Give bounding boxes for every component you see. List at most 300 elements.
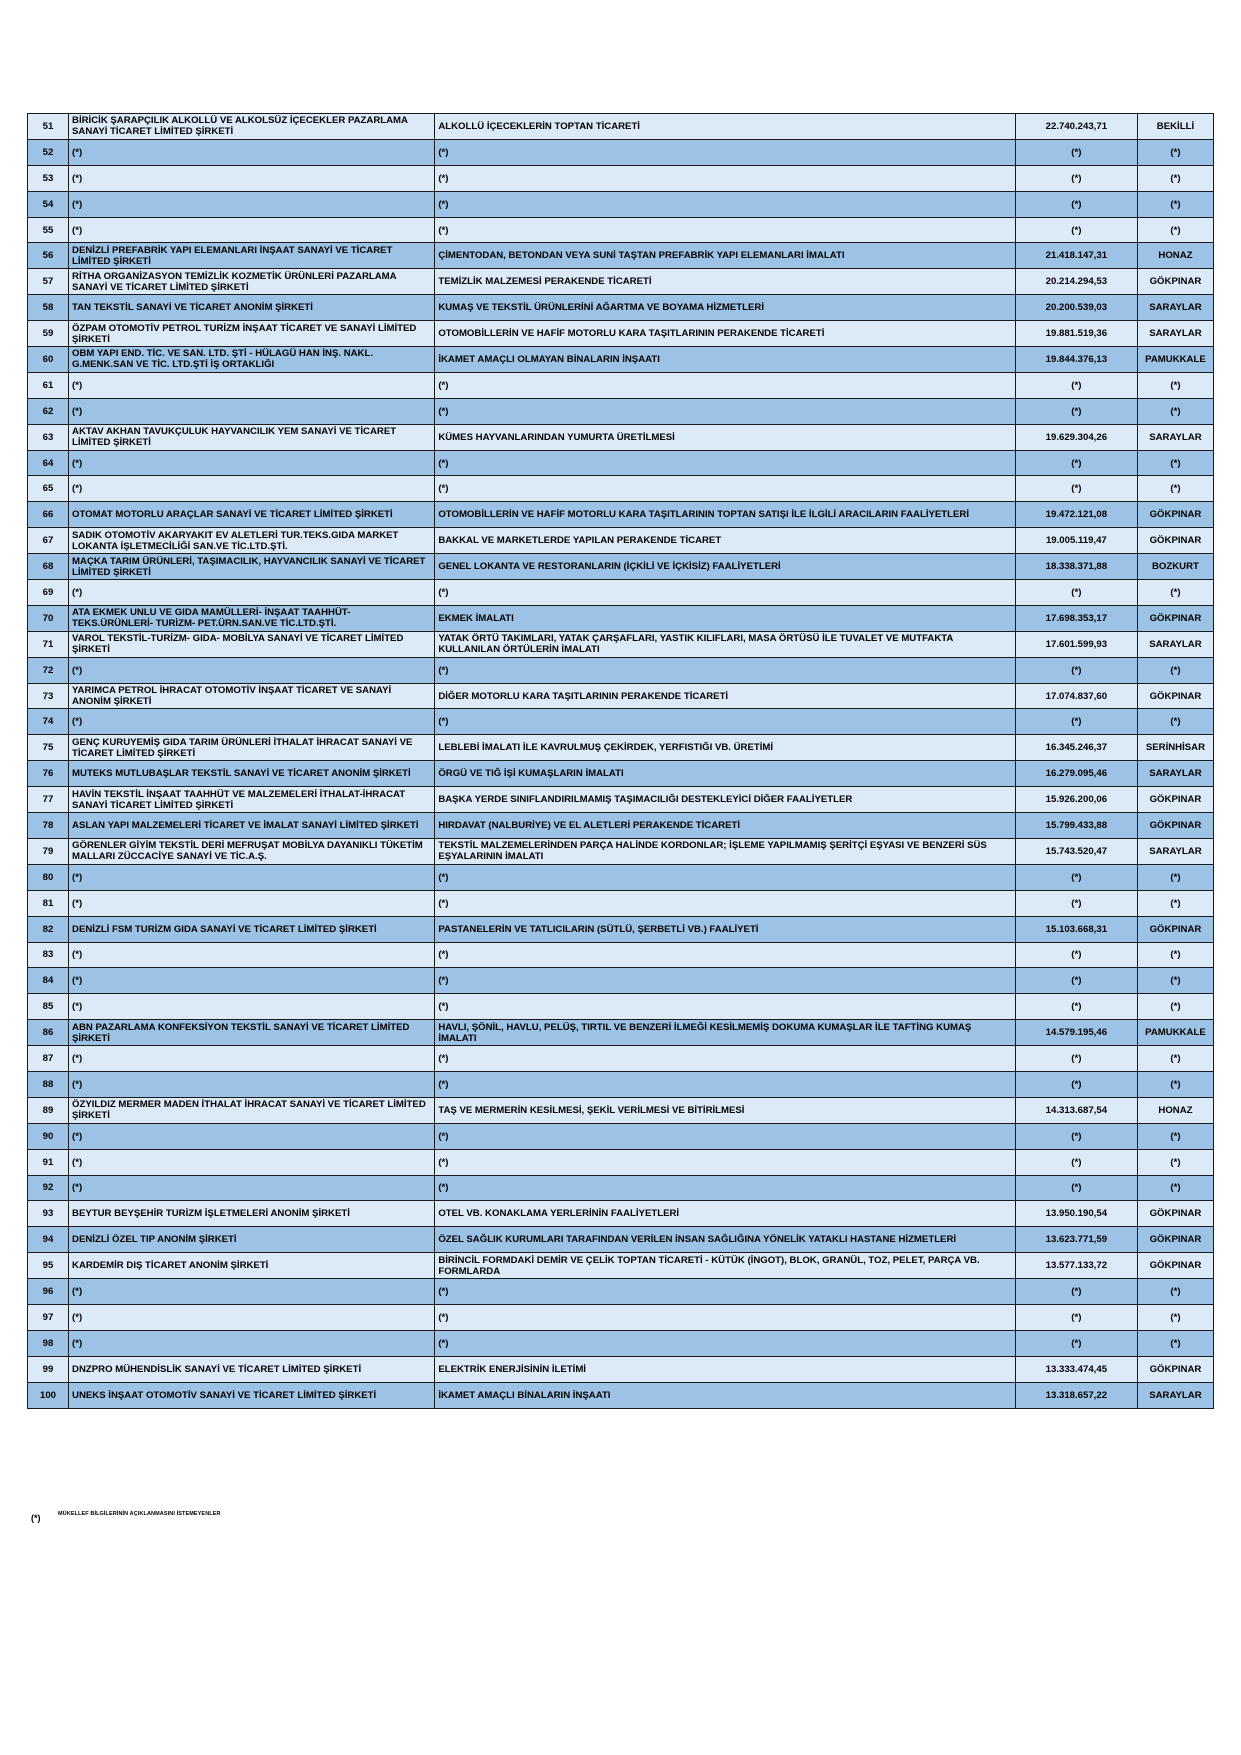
rank-cell: 69 <box>28 580 69 606</box>
revenue-cell: (*) <box>1015 191 1137 217</box>
table-row <box>28 1046 1214 1072</box>
activity-cell: ÖRGÜ VE TIĞ İŞİ KUMAŞLARIN İMALATI <box>435 761 1015 787</box>
district-cell: SARAYLAR <box>1137 321 1213 347</box>
table-row <box>28 1253 1214 1279</box>
table-row <box>28 1175 1214 1201</box>
company-name-cell: AKTAV AKHAN TAVUKÇULUK HAYVANCILIK YEM SANAYİ VE TİCARET LİMİTED ŞİRKETİ <box>69 424 435 450</box>
activity-cell: ALKOLLÜ İÇECEKLERİN TOPTAN TİCARETİ <box>435 114 1015 140</box>
table-row <box>28 916 1214 942</box>
table-row <box>28 139 1214 165</box>
rank-cell: 83 <box>28 942 69 968</box>
activity-cell: (*) <box>435 450 1015 476</box>
revenue-cell: 15.926.200,06 <box>1015 787 1137 813</box>
rank-cell: 96 <box>28 1279 69 1305</box>
activity-cell: HAVLI, ŞÖNİL, HAVLU, PELÜŞ, TIRTIL VE BENZERİ İLMEĞİ KESİLMEMİŞ DOKUMA KUMAŞLAR İLE TAFTİNG KUMAŞ İMALATI <box>435 1020 1015 1046</box>
company-name-cell: DENİZLİ PREFABRİK YAPI ELEMANLARI İNŞAAT SANAYİ VE TİCARET LİMİTED ŞİRKETİ <box>69 243 435 269</box>
revenue-cell: 15.743.520,47 <box>1015 838 1137 864</box>
activity-cell: İKAMET AMAÇLI OLMAYAN BİNALARIN İNŞAATI <box>435 347 1015 373</box>
company-name-cell: (*) <box>69 580 435 606</box>
company-name-cell: ÖZPAM OTOMOTİV PETROL TURİZM İNŞAAT TİCARET VE SANAYİ LİMİTED ŞİRKETİ <box>69 321 435 347</box>
revenue-cell: 19.005.119,47 <box>1015 528 1137 554</box>
company-name-cell: DENİZLİ FSM TURİZM GIDA SANAYİ VE TİCARET LİMİTED ŞİRKETİ <box>69 916 435 942</box>
rank-cell: 74 <box>28 709 69 735</box>
table-row <box>28 1227 1214 1253</box>
district-cell: GÖKPINAR <box>1137 269 1213 295</box>
activity-cell: KÜMES HAYVANLARINDAN YUMURTA ÜRETİLMESİ <box>435 424 1015 450</box>
district-cell: GÖKPINAR <box>1137 1356 1213 1382</box>
district-cell: (*) <box>1137 1279 1213 1305</box>
table-row <box>28 787 1214 813</box>
table-row <box>28 942 1214 968</box>
company-name-cell: BİRİCİK ŞARAPÇILIK ALKOLLÜ VE ALKOLSÜZ İÇECEKLER PAZARLAMA SANAYİ TİCARET LİMİTED ŞİRKETİ <box>69 114 435 140</box>
rank-cell: 77 <box>28 787 69 813</box>
rank-cell: 80 <box>28 864 69 890</box>
rank-cell: 79 <box>28 838 69 864</box>
revenue-cell: 19.629.304,26 <box>1015 424 1137 450</box>
district-cell: SARAYLAR <box>1137 838 1213 864</box>
company-name-cell: (*) <box>69 1330 435 1356</box>
district-cell: (*) <box>1137 864 1213 890</box>
revenue-cell: (*) <box>1015 942 1137 968</box>
table-row <box>28 114 1214 140</box>
company-name-cell: (*) <box>69 968 435 994</box>
table-row <box>28 165 1214 191</box>
company-name-cell: RİTHA ORGANİZASYON TEMİZLİK KOZMETİK ÜRÜNLERİ PAZARLAMA SANAYİ VE TİCARET LİMİTED ŞİRKETİ <box>69 269 435 295</box>
district-cell: (*) <box>1137 890 1213 916</box>
table-row <box>28 372 1214 398</box>
rank-cell: 56 <box>28 243 69 269</box>
district-cell: SARAYLAR <box>1137 295 1213 321</box>
company-name-cell: BEYTUR BEYŞEHİR TURİZM İŞLETMELERİ ANONİM ŞİRKETİ <box>69 1201 435 1227</box>
company-name-cell: (*) <box>69 1175 435 1201</box>
revenue-cell: (*) <box>1015 1330 1137 1356</box>
activity-cell: (*) <box>435 165 1015 191</box>
company-name-cell: KARDEMİR DIŞ TİCARET ANONİM ŞİRKETİ <box>69 1253 435 1279</box>
revenue-cell: (*) <box>1015 450 1137 476</box>
revenue-cell: (*) <box>1015 165 1137 191</box>
district-cell: SARAYLAR <box>1137 424 1213 450</box>
activity-cell: GENEL LOKANTA VE RESTORANLARIN (İÇKİLİ VE İÇKİSİZ) FAALİYETLERİ <box>435 554 1015 580</box>
district-cell: GÖKPINAR <box>1137 1201 1213 1227</box>
company-name-cell: (*) <box>69 709 435 735</box>
activity-cell: (*) <box>435 968 1015 994</box>
company-name-cell: VAROL TEKSTİL-TURİZM- GIDA- MOBİLYA SANAYİ VE TİCARET LİMİTED ŞİRKETİ <box>69 631 435 657</box>
activity-cell: (*) <box>435 1046 1015 1072</box>
activity-cell: (*) <box>435 191 1015 217</box>
company-name-cell: OTOMAT MOTORLU ARAÇLAR SANAYİ VE TİCARET LİMİTED ŞİRKETİ <box>69 502 435 528</box>
revenue-cell: (*) <box>1015 864 1137 890</box>
revenue-cell: 19.881.519,36 <box>1015 321 1137 347</box>
company-name-cell: (*) <box>69 657 435 683</box>
company-name-cell: (*) <box>69 1046 435 1072</box>
revenue-cell: (*) <box>1015 1279 1137 1305</box>
activity-cell: (*) <box>435 864 1015 890</box>
activity-cell: EKMEK İMALATI <box>435 605 1015 631</box>
company-name-cell: MAÇKA TARIM ÜRÜNLERİ, TAŞIMACILIK, HAYVANCILIK SANAYİ VE TİCARET LİMİTED ŞİRKETİ <box>69 554 435 580</box>
district-cell: SARAYLAR <box>1137 1382 1213 1408</box>
table-row <box>28 994 1214 1020</box>
district-cell: PAMUKKALE <box>1137 347 1213 373</box>
revenue-cell: 20.200.539,03 <box>1015 295 1137 321</box>
district-cell: (*) <box>1137 398 1213 424</box>
table-row <box>28 1097 1214 1123</box>
revenue-cell: (*) <box>1015 709 1137 735</box>
rank-cell: 51 <box>28 114 69 140</box>
company-name-cell: (*) <box>69 139 435 165</box>
company-name-cell: (*) <box>69 942 435 968</box>
company-name-cell: (*) <box>69 450 435 476</box>
activity-cell: (*) <box>435 1071 1015 1097</box>
company-name-cell: DENİZLİ ÖZEL TIP ANONİM ŞİRKETİ <box>69 1227 435 1253</box>
revenue-cell: (*) <box>1015 890 1137 916</box>
district-cell: (*) <box>1137 217 1213 243</box>
company-name-cell: YARIMCA PETROL İHRACAT OTOMOTİV İNŞAAT TİCARET VE SANAYİ ANONİM ŞİRKETİ <box>69 683 435 709</box>
company-name-cell: HAVİN TEKSTİL İNŞAAT TAAHHÜT VE MALZEMELERİ İTHALAT-İHRACAT SANAYİ TİCARET LİMİTED ŞİRKETİ <box>69 787 435 813</box>
table-row <box>28 269 1214 295</box>
activity-cell: ÖZEL SAĞLIK KURUMLARI TARAFINDAN VERİLEN İNSAN SAĞLIĞINA YÖNELİK YATAKLI HASTANE HİZMETLERİ <box>435 1227 1015 1253</box>
district-cell: (*) <box>1137 1149 1213 1175</box>
rank-cell: 89 <box>28 1097 69 1123</box>
revenue-cell: 13.950.190,54 <box>1015 1201 1137 1227</box>
table-row <box>28 554 1214 580</box>
company-name-cell: (*) <box>69 217 435 243</box>
activity-cell: PASTANELERİN VE TATLICILARIN (SÜTLÜ, ŞERBETLİ VB.) FAALİYETİ <box>435 916 1015 942</box>
rank-cell: 68 <box>28 554 69 580</box>
company-name-cell: (*) <box>69 165 435 191</box>
district-cell: GÖKPINAR <box>1137 502 1213 528</box>
revenue-cell: 19.844.376,13 <box>1015 347 1137 373</box>
table-row <box>28 243 1214 269</box>
rank-cell: 72 <box>28 657 69 683</box>
activity-cell: ÇİMENTODAN, BETONDAN VEYA SUNİ TAŞTAN PREFABRİK YAPI ELEMANLARI İMALATI <box>435 243 1015 269</box>
activity-cell: OTOMOBİLLERİN VE HAFİF MOTORLU KARA TAŞITLARININ PERAKENDE TİCARETİ <box>435 321 1015 347</box>
revenue-cell: (*) <box>1015 1071 1137 1097</box>
district-cell: (*) <box>1137 657 1213 683</box>
rank-cell: 94 <box>28 1227 69 1253</box>
revenue-cell: 16.279.095,46 <box>1015 761 1137 787</box>
table-row <box>28 295 1214 321</box>
table-row <box>28 1304 1214 1330</box>
activity-cell: LEBLEBİ İMALATI İLE KAVRULMUŞ ÇEKİRDEK, YERFISTIĞI VB. ÜRETİMİ <box>435 735 1015 761</box>
table-row <box>28 838 1214 864</box>
table-row <box>28 528 1214 554</box>
rank-cell: 67 <box>28 528 69 554</box>
activity-cell: (*) <box>435 217 1015 243</box>
rank-cell: 91 <box>28 1149 69 1175</box>
table-row <box>28 1382 1214 1408</box>
table-row <box>28 476 1214 502</box>
rank-cell: 52 <box>28 139 69 165</box>
revenue-cell: 18.338.371,88 <box>1015 554 1137 580</box>
activity-cell: İKAMET AMAÇLI BİNALARIN İNŞAATI <box>435 1382 1015 1408</box>
activity-cell: OTOMOBİLLERİN VE HAFİF MOTORLU KARA TAŞITLARININ TOPTAN SATIŞI İLE İLGİLİ ARACILARIN FAALİYETLERİ <box>435 502 1015 528</box>
district-cell: GÖKPINAR <box>1137 1253 1213 1279</box>
activity-cell: (*) <box>435 1123 1015 1149</box>
district-cell: GÖKPINAR <box>1137 528 1213 554</box>
revenue-cell: (*) <box>1015 398 1137 424</box>
district-cell: (*) <box>1137 450 1213 476</box>
table-row <box>28 657 1214 683</box>
rank-cell: 88 <box>28 1071 69 1097</box>
district-cell: GÖKPINAR <box>1137 787 1213 813</box>
table-row <box>28 735 1214 761</box>
activity-cell: DİĞER MOTORLU KARA TAŞITLARININ PERAKENDE TİCARETİ <box>435 683 1015 709</box>
company-name-cell: TAN TEKSTİL SANAYİ VE TİCARET ANONİM ŞİRKETİ <box>69 295 435 321</box>
revenue-cell: (*) <box>1015 1304 1137 1330</box>
rank-cell: 59 <box>28 321 69 347</box>
rank-cell: 73 <box>28 683 69 709</box>
district-cell: HONAZ <box>1137 243 1213 269</box>
revenue-cell: (*) <box>1015 1149 1137 1175</box>
company-name-cell: (*) <box>69 398 435 424</box>
district-cell: (*) <box>1137 1330 1213 1356</box>
revenue-cell: 20.214.294,53 <box>1015 269 1137 295</box>
rank-cell: 86 <box>28 1020 69 1046</box>
table-row <box>28 1279 1214 1305</box>
activity-cell: (*) <box>435 580 1015 606</box>
table-row <box>28 864 1214 890</box>
table-row <box>28 605 1214 631</box>
revenue-cell: 15.799.433,88 <box>1015 813 1137 839</box>
rank-cell: 70 <box>28 605 69 631</box>
company-name-cell: (*) <box>69 476 435 502</box>
rank-cell: 61 <box>28 372 69 398</box>
activity-cell: (*) <box>435 1149 1015 1175</box>
rank-cell: 78 <box>28 813 69 839</box>
activity-cell: TEKSTİL MALZEMELERİNDEN PARÇA HALİNDE KORDONLAR; İŞLEME YAPILMAMIŞ ŞERİTÇİ EŞYASI VE BENZERİ SÜS EŞYALARININ İMALATI <box>435 838 1015 864</box>
revenue-cell: 13.333.474,45 <box>1015 1356 1137 1382</box>
activity-cell: (*) <box>435 994 1015 1020</box>
revenue-cell: 16.345.246,37 <box>1015 735 1137 761</box>
district-cell: (*) <box>1137 994 1213 1020</box>
company-name-cell: ÖZYILDIZ MERMER MADEN İTHALAT İHRACAT SANAYİ VE TİCARET LİMİTED ŞİRKETİ <box>69 1097 435 1123</box>
district-cell: BEKİLLİ <box>1137 114 1213 140</box>
table-row <box>28 580 1214 606</box>
rank-cell: 65 <box>28 476 69 502</box>
activity-cell: YATAK ÖRTÜ TAKIMLARI, YATAK ÇARŞAFLARI, YASTIK KILIFLARI, MASA ÖRTÜSÜ İLE TUVALET VE MUTFAKTA KULLANILAN ÖRTÜLERİN İMALATI <box>435 631 1015 657</box>
district-cell: PAMUKKALE <box>1137 1020 1213 1046</box>
company-name-cell: (*) <box>69 890 435 916</box>
company-name-cell: GÖRENLER GİYİM TEKSTİL DERİ MEFRUŞAT MOBİLYA DAYANIKLI TÜKETİM MALLARI ZÜCCACİYE SANAYİ VE TİC.A.Ş. <box>69 838 435 864</box>
revenue-cell: (*) <box>1015 1175 1137 1201</box>
revenue-cell: (*) <box>1015 1046 1137 1072</box>
rank-cell: 93 <box>28 1201 69 1227</box>
company-name-cell: (*) <box>69 1279 435 1305</box>
table-row <box>28 761 1214 787</box>
revenue-cell: (*) <box>1015 476 1137 502</box>
revenue-cell: (*) <box>1015 139 1137 165</box>
footnote-mark: (*) <box>31 1513 41 1523</box>
district-cell: SARAYLAR <box>1137 761 1213 787</box>
company-name-cell: GENÇ KURUYEMİŞ GIDA TARIM ÜRÜNLERİ İTHALAT İHRACAT SANAYİ VE TİCARET LİMİTED ŞİRKETİ <box>69 735 435 761</box>
activity-cell: TEMİZLİK MALZEMESİ PERAKENDE TİCARETİ <box>435 269 1015 295</box>
company-name-cell: UNEKS İNŞAAT OTOMOTİV SANAYİ VE TİCARET LİMİTED ŞİRKETİ <box>69 1382 435 1408</box>
table-row <box>28 217 1214 243</box>
district-cell: SERİNHİSAR <box>1137 735 1213 761</box>
rank-cell: 85 <box>28 994 69 1020</box>
district-cell: (*) <box>1137 1071 1213 1097</box>
company-name-cell: (*) <box>69 864 435 890</box>
rank-cell: 87 <box>28 1046 69 1072</box>
table-row <box>28 890 1214 916</box>
table-row <box>28 1020 1214 1046</box>
district-cell: GÖKPINAR <box>1137 683 1213 709</box>
rank-cell: 62 <box>28 398 69 424</box>
company-name-cell: SADIK OTOMOTİV AKARYAKIT EV ALETLERİ TUR.TEKS.GIDA MARKET LOKANTA İŞLETMECİLİĞİ SAN.VE TİC.LTD.ŞTİ. <box>69 528 435 554</box>
rank-cell: 92 <box>28 1175 69 1201</box>
district-cell: (*) <box>1137 709 1213 735</box>
district-cell: (*) <box>1137 1046 1213 1072</box>
footnote-text: MÜKELLEF BİLGİLERİNİN AÇIKLANMASINI İSTEMEYENLER <box>58 1511 221 1517</box>
rank-cell: 71 <box>28 631 69 657</box>
rank-cell: 98 <box>28 1330 69 1356</box>
table-row <box>28 321 1214 347</box>
activity-cell: (*) <box>435 372 1015 398</box>
district-cell: (*) <box>1137 942 1213 968</box>
rank-cell: 95 <box>28 1253 69 1279</box>
company-name-cell: (*) <box>69 1071 435 1097</box>
district-cell: (*) <box>1137 165 1213 191</box>
rank-cell: 57 <box>28 269 69 295</box>
company-name-cell: (*) <box>69 1304 435 1330</box>
company-name-cell: (*) <box>69 191 435 217</box>
activity-cell: KUMAŞ VE TEKSTİL ÜRÜNLERİNİ AĞARTMA VE BOYAMA HİZMETLERİ <box>435 295 1015 321</box>
table-row <box>28 813 1214 839</box>
table-row <box>28 968 1214 994</box>
activity-cell: (*) <box>435 709 1015 735</box>
rank-cell: 75 <box>28 735 69 761</box>
rank-cell: 82 <box>28 916 69 942</box>
activity-cell: (*) <box>435 1304 1015 1330</box>
district-cell: (*) <box>1137 968 1213 994</box>
revenue-cell: 13.623.771,59 <box>1015 1227 1137 1253</box>
table-row <box>28 347 1214 373</box>
district-cell: (*) <box>1137 476 1213 502</box>
district-cell: (*) <box>1137 1123 1213 1149</box>
district-cell: GÖKPINAR <box>1137 813 1213 839</box>
company-name-cell: (*) <box>69 372 435 398</box>
district-cell: (*) <box>1137 372 1213 398</box>
rank-cell: 100 <box>28 1382 69 1408</box>
table-row <box>28 450 1214 476</box>
activity-cell: BAKKAL VE MARKETLERDE YAPILAN PERAKENDE TİCARET <box>435 528 1015 554</box>
revenue-cell: (*) <box>1015 372 1137 398</box>
activity-cell: (*) <box>435 1175 1015 1201</box>
district-cell: (*) <box>1137 1175 1213 1201</box>
rank-cell: 97 <box>28 1304 69 1330</box>
table-row <box>28 683 1214 709</box>
table-row <box>28 1201 1214 1227</box>
table-row <box>28 1356 1214 1382</box>
revenue-cell: 15.103.668,31 <box>1015 916 1137 942</box>
activity-cell: (*) <box>435 398 1015 424</box>
table-row <box>28 709 1214 735</box>
activity-cell: BİRİNCİL FORMDAKİ DEMİR VE ÇELİK TOPTAN TİCARETİ - KÜTÜK (İNGOT), BLOK, GRANÜL, TOZ, PELET, PARÇA VB. FORMLARDA <box>435 1253 1015 1279</box>
revenue-cell: 17.698.353,17 <box>1015 605 1137 631</box>
rank-cell: 53 <box>28 165 69 191</box>
revenue-cell: 17.601.599,93 <box>1015 631 1137 657</box>
revenue-cell: 17.074.837,60 <box>1015 683 1137 709</box>
table-row <box>28 424 1214 450</box>
taxpayer-ranking-table <box>27 113 1214 1409</box>
revenue-cell: 14.579.195,46 <box>1015 1020 1137 1046</box>
activity-cell: (*) <box>435 942 1015 968</box>
rank-cell: 54 <box>28 191 69 217</box>
table-row <box>28 1123 1214 1149</box>
district-cell: SARAYLAR <box>1137 631 1213 657</box>
activity-cell: (*) <box>435 657 1015 683</box>
rank-cell: 55 <box>28 217 69 243</box>
rank-cell: 58 <box>28 295 69 321</box>
district-cell: GÖKPINAR <box>1137 1227 1213 1253</box>
company-name-cell: MUTEKS MUTLUBAŞLAR TEKSTİL SANAYİ VE TİCARET ANONİM ŞİRKETİ <box>69 761 435 787</box>
activity-cell: (*) <box>435 139 1015 165</box>
table-row <box>28 1071 1214 1097</box>
company-name-cell: ATA EKMEK UNLU VE GIDA MAMÜLLERİ- İNŞAAT TAAHHÜT- TEKS.ÜRÜNLERİ- TURİZM- PET.ÜRN.SAN.VE TİC.LTD.ŞTİ. <box>69 605 435 631</box>
district-cell: (*) <box>1137 191 1213 217</box>
table-row <box>28 398 1214 424</box>
revenue-cell: 22.740.243,71 <box>1015 114 1137 140</box>
company-name-cell: DNZPRO MÜHENDİSLİK SANAYİ VE TİCARET LİMİTED ŞİRKETİ <box>69 1356 435 1382</box>
table-row <box>28 1330 1214 1356</box>
activity-cell: ELEKTRİK ENERJİSİNİN İLETİMİ <box>435 1356 1015 1382</box>
table-row <box>28 1149 1214 1175</box>
district-cell: HONAZ <box>1137 1097 1213 1123</box>
table-row <box>28 502 1214 528</box>
district-cell: (*) <box>1137 1304 1213 1330</box>
company-name-cell: (*) <box>69 1149 435 1175</box>
table-row <box>28 191 1214 217</box>
revenue-cell: (*) <box>1015 657 1137 683</box>
revenue-cell: (*) <box>1015 580 1137 606</box>
activity-cell: OTEL VB. KONAKLAMA YERLERİNİN FAALİYETLERİ <box>435 1201 1015 1227</box>
rank-cell: 99 <box>28 1356 69 1382</box>
table-row <box>28 631 1214 657</box>
activity-cell: HIRDAVAT (NALBURİYE) VE EL ALETLERİ PERAKENDE TİCARETİ <box>435 813 1015 839</box>
company-name-cell: OBM YAPI END. TİC. VE SAN. LTD. ŞTİ - HÜLAGÜ HAN İNŞ. NAKL. G.MENK.SAN VE TİC. LTD.ŞTİ İŞ ORTAKLIĞI <box>69 347 435 373</box>
activity-cell: (*) <box>435 476 1015 502</box>
revenue-cell: (*) <box>1015 217 1137 243</box>
rank-cell: 90 <box>28 1123 69 1149</box>
revenue-cell: (*) <box>1015 1123 1137 1149</box>
revenue-cell: 19.472.121,08 <box>1015 502 1137 528</box>
activity-cell: (*) <box>435 890 1015 916</box>
district-cell: BOZKURT <box>1137 554 1213 580</box>
company-name-cell: ASLAN YAPI MALZEMELERİ TİCARET VE İMALAT SANAYİ LİMİTED ŞİRKETİ <box>69 813 435 839</box>
rank-cell: 64 <box>28 450 69 476</box>
district-cell: (*) <box>1137 580 1213 606</box>
rank-cell: 63 <box>28 424 69 450</box>
rank-cell: 81 <box>28 890 69 916</box>
company-name-cell: (*) <box>69 1123 435 1149</box>
rank-cell: 60 <box>28 347 69 373</box>
revenue-cell: (*) <box>1015 994 1137 1020</box>
company-name-cell: (*) <box>69 994 435 1020</box>
activity-cell: (*) <box>435 1279 1015 1305</box>
district-cell: GÖKPINAR <box>1137 916 1213 942</box>
revenue-cell: (*) <box>1015 968 1137 994</box>
district-cell: (*) <box>1137 139 1213 165</box>
revenue-cell: 13.318.657,22 <box>1015 1382 1137 1408</box>
activity-cell: BAŞKA YERDE SINIFLANDIRILMAMIŞ TAŞIMACILIĞI DESTEKLEYİCİ DİĞER FAALİYETLER <box>435 787 1015 813</box>
activity-cell: TAŞ VE MERMERİN KESİLMESİ, ŞEKİL VERİLMESİ VE BİTİRİLMESİ <box>435 1097 1015 1123</box>
table-body <box>28 114 1214 1409</box>
revenue-cell: 14.313.687,54 <box>1015 1097 1137 1123</box>
district-cell: GÖKPINAR <box>1137 605 1213 631</box>
company-name-cell: ABN PAZARLAMA KONFEKSİYON TEKSTİL SANAYİ VE TİCARET LİMİTED ŞİRKETİ <box>69 1020 435 1046</box>
rank-cell: 84 <box>28 968 69 994</box>
rank-cell: 66 <box>28 502 69 528</box>
